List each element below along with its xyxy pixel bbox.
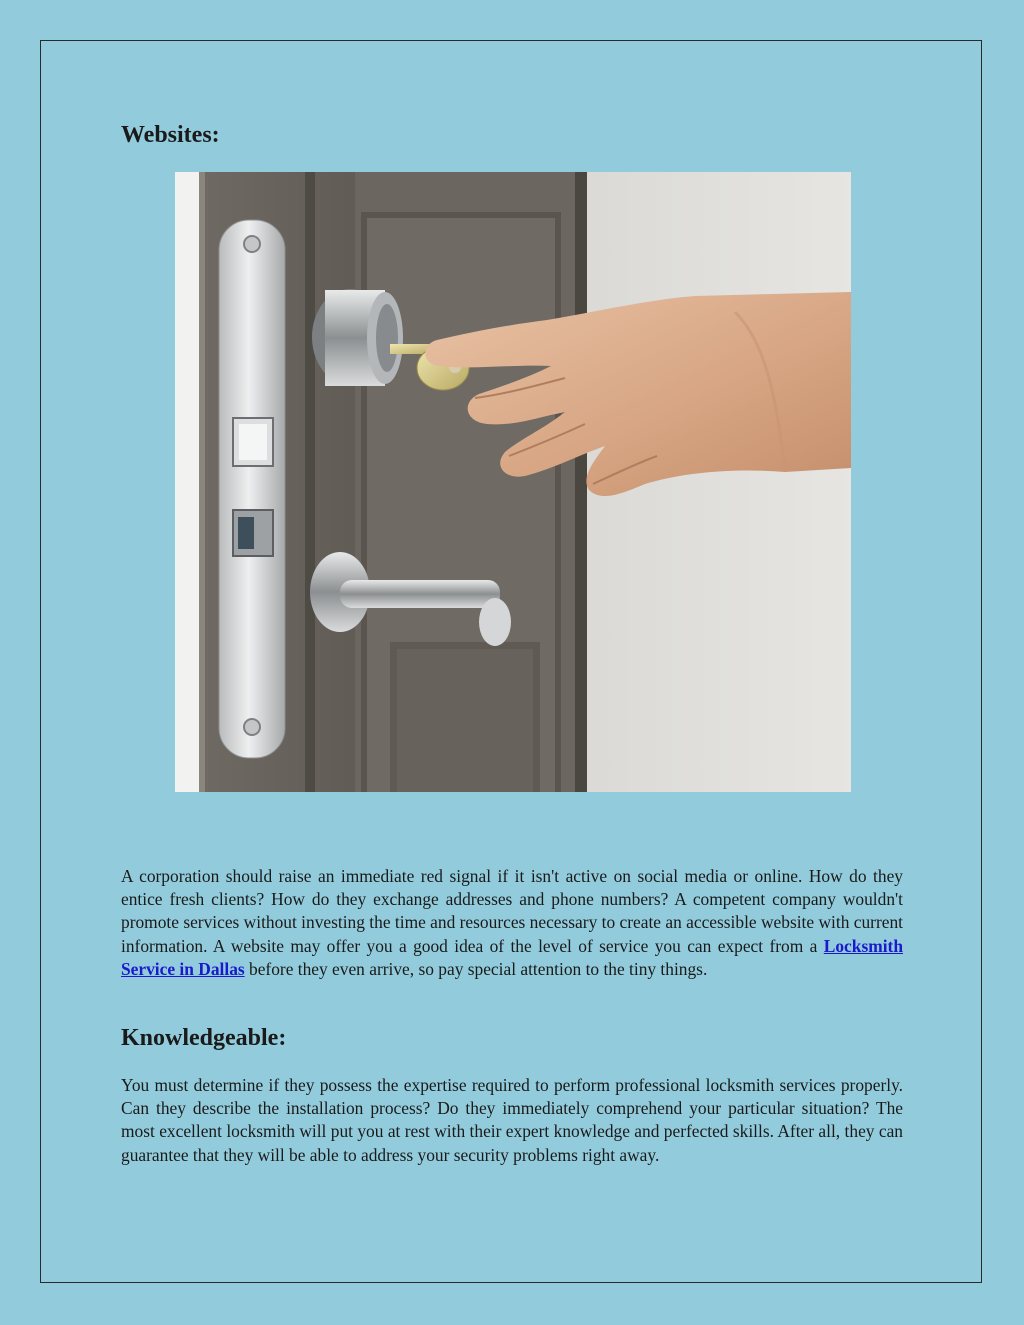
heading-websites: Websites: xyxy=(121,122,220,148)
knowledgeable-paragraph: You must determine if they possess the expertise required to perform professional locksmith services properly. Can they describe the installation process? Do they immediately comprehend your particular situation? The most excellent locksmith will put you at rest with their expert knowledge and perfected skills. After all, they can guarantee that they will be able to address your security problems right away. xyxy=(121,1075,903,1165)
door-lock-key-photo xyxy=(175,172,851,792)
locksmith-service-link[interactable]: Locksmith Service in Dallas xyxy=(121,935,903,979)
websites-paragraph-text-after: before they even arrive, so pay special attention to the tiny things. xyxy=(244,958,708,979)
websites-paragraph-text-before: A corporation should raise an immediate red signal if it isn't active on social media or online. How do they entice fresh clients? How do they exchange addresses and phone numbers? A competent company wouldn't promote services without investing the time and resources necessary to create an accessible website with current information. A website may offer you a good idea of the level of service you can expect from a xyxy=(121,866,903,956)
websites-paragraph xyxy=(121,865,903,981)
heading-knowledgeable: Knowledgeable: xyxy=(121,1025,287,1051)
